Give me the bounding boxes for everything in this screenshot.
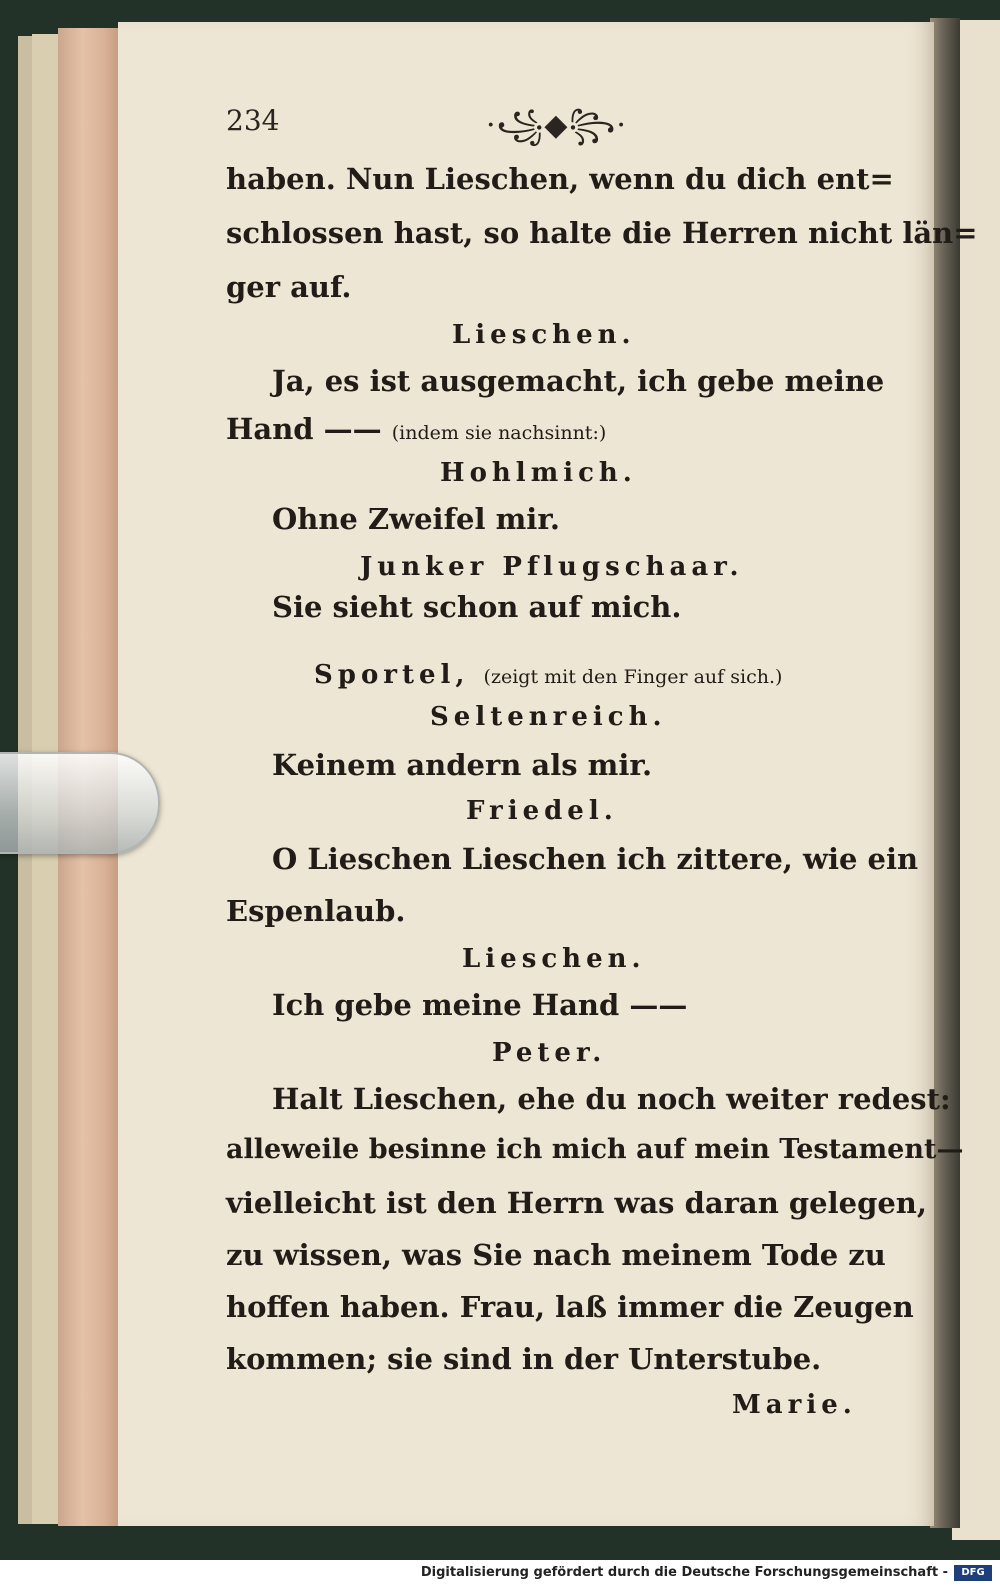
stage-direction: (zeigt mit den Finger auf sich.) [483,666,783,688]
dfg-logo: DFG [954,1565,992,1581]
text-line: Ja, es ist ausgemacht, ich gebe meine [272,364,885,398]
speaker-label: Sportel, [314,660,470,690]
text-line: kommen; sie sind in der Unterstube. [226,1342,822,1376]
header-ornament: ·꧁◆꧂· [486,108,627,143]
speaker-name: Peter. [492,1038,607,1068]
text-line: Keinem andern als mir. [272,748,653,782]
speaker-name: Seltenreich. [430,702,667,732]
speaker-name: Lieschen. [452,320,636,350]
text-line: O Lieschen Lieschen ich zittere, wie ein [272,842,919,876]
text-line: vielleicht ist den Herrn was daran gelegen, [226,1186,927,1220]
page-number: 234 [226,104,280,137]
text-line: Halt Lieschen, ehe du noch weiter redest: [272,1082,951,1116]
text-line: Sie sieht schon auf mich. [272,590,682,624]
text-line: hoffen haben. Frau, laß immer die Zeugen [226,1290,914,1324]
speaker-name [314,660,782,690]
speaker-name: Junker Pflugschaar. [360,552,744,582]
page-header [226,104,846,143]
catchword: Marie. [732,1390,857,1420]
text-line: alleweile besinne ich mich auf mein Testament— [226,1134,964,1165]
footer-bar [0,1560,1000,1586]
footer-credit: Digitalisierung gefördert durch die Deutsche Forschungsgemeinschaft - [420,1565,948,1580]
text-line: zu wissen, was Sie nach meinem Tode zu [226,1238,886,1272]
page-marker-tab [0,752,160,854]
text-line: haben. Nun Lieschen, wenn du dich ent= [226,162,894,196]
text-line: Ich gebe meine Hand —— [272,988,688,1022]
text-fragment: Hand —— [226,412,382,446]
text-line: Ohne Zweifel mir. [272,502,561,536]
speaker-name: Friedel. [466,796,618,826]
text-line [226,412,606,446]
speaker-name: Hohlmich. [440,458,637,488]
speaker-name: Lieschen. [462,944,646,974]
text-line: Espenlaub. [226,894,406,928]
text-line: ger auf. [226,270,352,304]
text-line: schlossen hast, so halte die Herren nicht län= [226,216,978,250]
stage-direction: (indem sie nachsinnt:) [391,422,607,444]
